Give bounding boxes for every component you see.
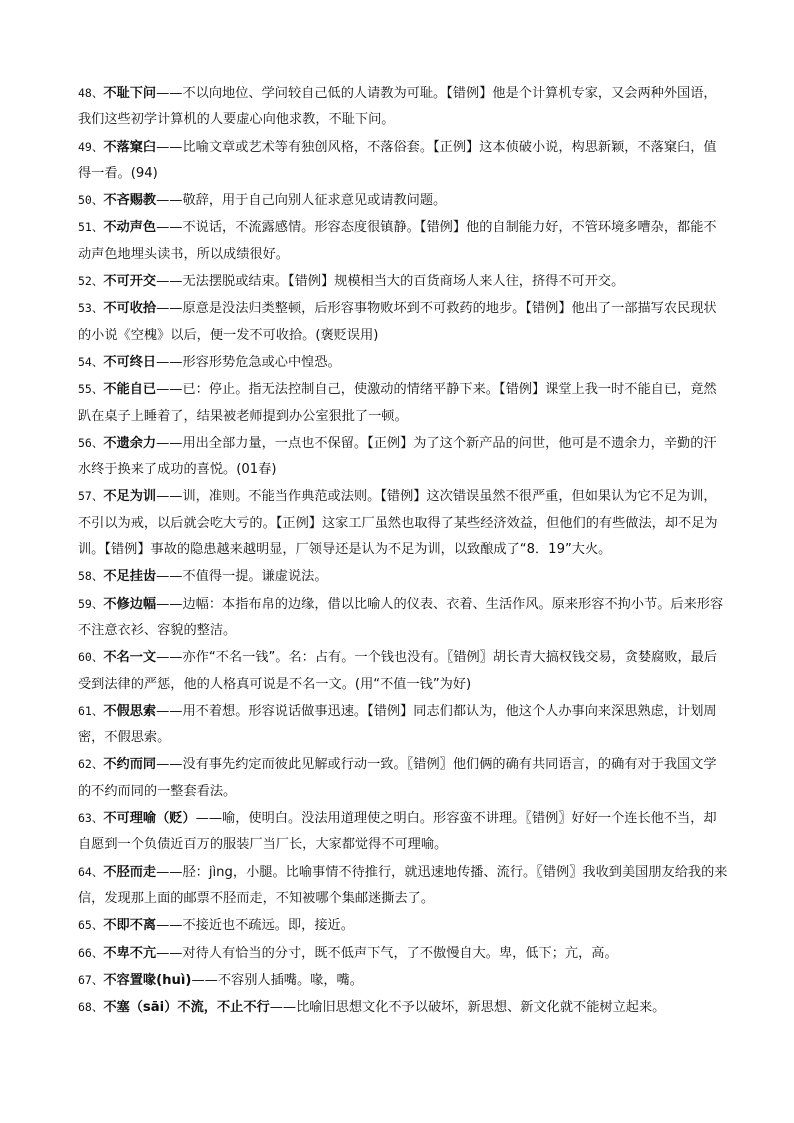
idiom-definition: ——亦作“不名一钱”。名：占有。一个钱也没有。〖错例〗胡长青大搞权钱交易，贪婪腐败，最后受到法律的严惩，他的人格真可说是不名一文。(用“不值一钱”为好): [78, 650, 718, 692]
idiom-entry-58: [78, 563, 728, 590]
idiom-term: 不假思索: [103, 703, 157, 719]
idiom-entry-53: [78, 295, 728, 349]
idiom-entry-67: [78, 967, 728, 994]
idiom-entry-66: [78, 940, 728, 967]
idiom-entry-64: [78, 859, 728, 913]
entry-number: 56、: [78, 435, 104, 450]
idiom-term: 不可收拾: [103, 301, 157, 317]
idiom-term: 不耻下问: [103, 86, 157, 101]
idiom-definition: ——不值得一提。谦虚说法。: [156, 569, 328, 585]
idiom-entry-62: [78, 751, 728, 805]
document-body: [78, 80, 728, 1021]
idiom-term: 不能自已: [103, 382, 157, 398]
idiom-definition: ——用出全部力量，一点也不保留。【正例】为了这个新产品的问世，他可是不遗余力，辛勤的汗水终于换来了成功的喜悦。(01春): [78, 435, 717, 478]
idiom-definition: ——不以向地位、学问较自己低的人请教为可耻。【错例】他是个计算机专家，又会两种外国语，我们这些初学计算机的人要虚心向他求教，不耻下问。: [78, 86, 717, 128]
entry-number: 65、: [78, 918, 104, 933]
idiom-term: 不足挂齿: [103, 569, 157, 585]
entry-number: 55、: [78, 382, 104, 397]
idiom-definition: ——比喻文章或艺术等有独创风格，不落俗套。【正例】这本侦破小说，构思新颖，不落窠臼，值得一看。(94): [78, 139, 717, 181]
idiom-entry-63: [78, 805, 728, 859]
idiom-definition: ——不容别人插嘴。喙，嘴。: [191, 972, 363, 988]
idiom-definition: ——不说话，不流露感情。形容态度很镇静。【错例】他的自制能力好，不管环境多嘈杂，都能不动声色地埋头读书，所以成绩很好。: [78, 220, 717, 262]
entry-number: 61、: [78, 703, 104, 718]
idiom-definition: ——胫：jìng，小腿。比喻事情不待推行，就迅速地传播、流行。〖错例〗我收到美国朋友给我的来信，发现那上面的邮票不胫而走，不知被哪个集邮迷撕去了。: [78, 864, 728, 906]
idiom-definition: ——用不着想。形容说话做事迅速。【错例】同志们都认为，他这个人办事向来深思熟虑，计划周密，不假思索。: [78, 703, 717, 746]
idiom-entry-60: [78, 644, 728, 698]
idiom-entry-49: [78, 134, 728, 188]
entry-number: 68、: [78, 1000, 104, 1015]
idiom-term: 不足为训: [103, 489, 157, 505]
entry-number: 63、: [78, 811, 104, 826]
entry-number: 57、: [78, 489, 104, 504]
idiom-term: 不胫而走: [103, 864, 157, 880]
idiom-entry-51: [78, 214, 728, 268]
entry-number: 48、: [78, 86, 104, 100]
idiom-entry-52: [78, 268, 728, 295]
entry-number: 62、: [78, 757, 104, 772]
idiom-term: 不吝赐教: [103, 193, 157, 209]
idiom-definition: ——原意是没法归类整顿，后形容事物败坏到不可救药的地步。【错例】他出了一部描写农民现状的小说《空槐》以后，便一发不可收拾。(褒贬误用): [78, 301, 717, 343]
idiom-definition: ——比喻旧思想文化不予以破坏，新思想、新文化就不能树立起来。: [269, 1000, 666, 1016]
idiom-term: 不修边幅: [103, 596, 157, 612]
entry-number: 60、: [78, 650, 104, 665]
idiom-term: 不动声色: [103, 220, 157, 236]
idiom-entry-54: [78, 349, 728, 376]
entry-number: 66、: [78, 945, 104, 960]
idiom-term: 不约而同: [103, 757, 157, 773]
entry-number: 67、: [78, 972, 104, 987]
idiom-term: 不即不离: [103, 918, 157, 934]
idiom-term: 不可终日: [103, 354, 157, 370]
idiom-term: 不容置喙(huì): [103, 972, 192, 988]
entry-number: 64、: [78, 864, 104, 879]
idiom-definition: ——敬辞，用于自己向别人征求意见或请教问题。: [156, 193, 447, 209]
idiom-definition: ——对待人有恰当的分寸，既不低声下气，了不傲慢自大。卑，低下；亢，高。: [156, 945, 618, 961]
entry-number: 53、: [78, 301, 104, 316]
idiom-entry-59: [78, 591, 728, 645]
idiom-entry-56: [78, 430, 728, 484]
idiom-definition: ——边幅：本指布帛的边缘，借以比喻人的仪表、衣着、生活作风。原来形容不拘小节。后来形容不注意衣衫、容貌的整洁。: [78, 596, 724, 638]
entry-number: 49、: [78, 139, 104, 154]
idiom-entry-55: [78, 376, 728, 430]
idiom-term: 不可开交: [103, 274, 157, 290]
idiom-term: 不落窠臼: [103, 139, 157, 155]
entry-number: 59、: [78, 596, 104, 611]
entry-number: 54、: [78, 354, 104, 369]
entry-number: 52、: [78, 274, 104, 289]
idiom-definition: ——喻，使明白。没法用道理使之明白。形容蛮不讲理。〖错例〗好好一个连长他不当，却自愿到一个负债近百万的服装厂当厂长，大家都觉得不可理喻。: [78, 811, 717, 853]
idiom-entry-68: [78, 994, 728, 1021]
idiom-definition: ——已：停止。指无法控制自己，使激动的情绪平静下来。【错例】课堂上我一时不能自已，竟然趴在桌子上睡着了，结果被老师提到办公室狠批了一顿。: [78, 382, 717, 424]
idiom-entry-50: [78, 187, 728, 214]
entry-number: 50、: [78, 193, 104, 208]
idiom-definition: ——不接近也不疏远。即，接近。: [156, 918, 354, 934]
idiom-definition: ——无法摆脱或结束。【错例】规模相当大的百货商场人来人往，挤得不可开交。: [156, 274, 625, 290]
idiom-definition: ——形容形势危急或心中惶恐。: [156, 354, 341, 370]
idiom-term: 不名一文: [103, 650, 157, 666]
idiom-term: 不可理喻（贬）: [103, 811, 196, 827]
idiom-entry-61: [78, 698, 728, 752]
idiom-definition: ——训，准则。不能当作典范或法则。【错例】这次错误虽然不很严重，但如果认为它不足为训，不引以为戒，以后就会吃大亏的。【正例】这家工厂虽然也取得了某些经济效益，但他们的有些做法，却不足为训。【错例】事故的隐患越来越明显，厂领导还是认为不足为训，以致酿成了“8．19”大火。: [78, 489, 718, 558]
idiom-term: 不卑不亢: [103, 945, 157, 961]
entry-number: 58、: [78, 569, 104, 584]
idiom-entry-48: [78, 80, 728, 134]
idiom-term: 不塞（sāi）不流，不止不行: [103, 1000, 270, 1016]
idiom-entry-65: [78, 912, 728, 939]
entry-number: 51、: [78, 220, 104, 235]
idiom-definition: ——没有事先约定而彼此见解或行动一致。〖错例〗他们俩的确有共同语言，的确有对于我国文学的不约而同的一整套看法。: [78, 757, 717, 799]
idiom-term: 不遗余力: [103, 435, 157, 451]
idiom-entry-57: [78, 483, 728, 563]
